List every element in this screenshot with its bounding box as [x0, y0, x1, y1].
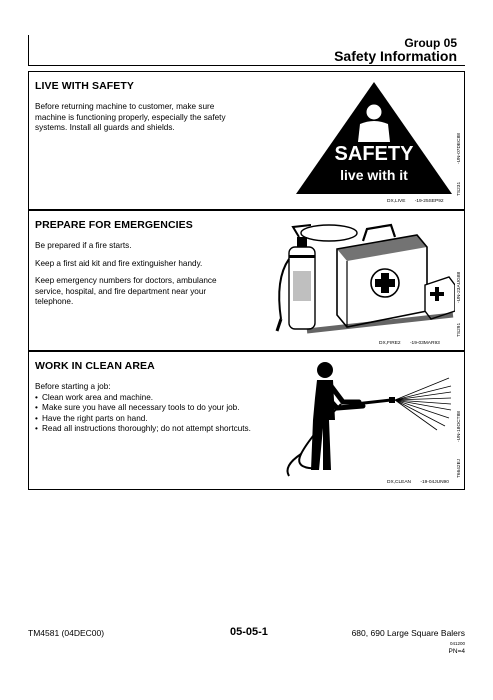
figure-date: -19-04JUN90 [420, 480, 449, 485]
model-name: 680, 690 Large Square Balers [351, 628, 465, 638]
figure-code: DX,LIVE [387, 199, 406, 204]
document-number: TM4581 (04DEC00) [28, 628, 105, 638]
panel-title: WORK IN CLEAN AREA [35, 360, 155, 372]
vertical-figure-date: -UN-18OCT88 [457, 411, 462, 442]
list-item: • Make sure you have all necessary tools to do your job. [35, 403, 265, 414]
footer-date: 041200 [449, 641, 465, 646]
bullet-list [35, 393, 265, 435]
vertical-figure-date: -UN-07DEC88 [457, 133, 462, 164]
sign-text-safety: SAFETY [334, 143, 414, 165]
vertical-figure-date: -UN-23AUG88 [457, 271, 462, 303]
figure-date: -19-03MAR93 [409, 341, 440, 346]
panel-paragraph: Keep emergency numbers for doctors, ambulance service, hospital, and fire department near your telephone. [35, 276, 217, 306]
header-rule [28, 35, 29, 66]
list-item: • Clean work area and machine. [35, 393, 265, 404]
figure-code: DX,CLEAN [387, 480, 411, 485]
panel-paragraph: Keep a first aid kit and fire extinguisher handy. [35, 258, 203, 268]
panel-paragraph: Before returning machine to customer, make sure machine is functioning properly, especially the safety systems. Install all guards and shields. [35, 102, 226, 132]
vertical-figure-id: TS231 [457, 181, 462, 196]
panel-work-in-clean-area [28, 351, 465, 490]
panel-body [35, 241, 245, 315]
panel-title: LIVE WITH SAFETY [35, 80, 135, 92]
page-number: 05-05-1 [230, 626, 268, 638]
safety-sign-illustration [294, 80, 454, 198]
emergency-kit-illustration [267, 219, 455, 337]
list-item: • Have the right parts on hand. [35, 414, 265, 425]
pressure-washer-illustration [279, 358, 455, 480]
header-divider [28, 65, 465, 66]
panel-prepare-for-emergencies [28, 210, 465, 351]
panel-body [35, 102, 245, 141]
figure-date: -19-25SEP92 [414, 199, 444, 204]
group-label: Group 05 [404, 36, 457, 50]
vertical-figure-id: T6642EJ [457, 458, 462, 478]
vertical-figure-id: TS291 [457, 322, 462, 337]
panel-intro: Before starting a job: [35, 382, 111, 391]
panel-paragraph: Be prepared if a fire starts. [35, 241, 132, 250]
panel-body [35, 382, 265, 435]
figure-code: DX,FIRE2 [379, 341, 401, 346]
page-code: PN=4 [448, 648, 465, 655]
panel-live-with-safety [28, 71, 465, 210]
list-item: • Read all instructions thoroughly; do not attempt shortcuts. [35, 424, 265, 435]
sign-text-live: live with it [340, 167, 408, 183]
panel-title: PREPARE FOR EMERGENCIES [35, 219, 193, 231]
page-title: Safety Information [334, 48, 457, 64]
